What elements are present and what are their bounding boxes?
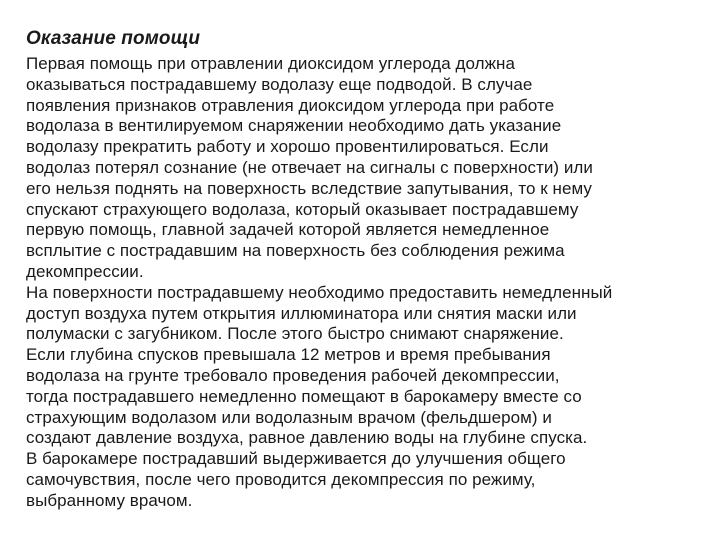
text-line: водолаза в вентилируемом снаряжении необходимо дать указание <box>26 116 562 136</box>
text-line: полумаски с загубником. После этого быстро снимают снаряжение. <box>26 324 564 344</box>
text-line: оказываться пострадавшему водолазу еще подводой. В случае <box>26 74 533 94</box>
text-line: страхующим водолазом или водолазным врачом (фельдшером) и <box>26 407 552 427</box>
text-line: В барокамере пострадавший выдерживается до улучшения общего <box>26 449 566 469</box>
text-line: всплытие с пострадавшим на поверхность без соблюдения режима <box>26 241 565 261</box>
slide-title: Оказание помощи <box>26 28 201 49</box>
text-line: водолаз потерял сознание (не отвечает на сигналы с поверхности) или <box>26 157 593 177</box>
text-line: появления признаков отравления диоксидом углерода при работе <box>26 95 555 115</box>
text-line: водолаза на грунте требовало проведения рабочей декомпрессии, <box>26 365 560 385</box>
text-line: тогда пострадавшего немедленно помещают в барокамеру вместе со <box>26 386 582 406</box>
text-line: создают давление воздуха, равное давлению воды на глубине спуска. <box>26 428 588 448</box>
text-line: выбранному врачом. <box>26 490 193 510</box>
text-line: водолазу прекратить работу и хорошо провентилироваться. Если <box>26 137 549 157</box>
text-line: Если глубина спусков превышала 12 метров и время пребывания <box>26 345 551 365</box>
text-line: доступ воздуха путем открытия иллюминатора или снятия маски или <box>26 303 577 323</box>
paragraph-surface-aid <box>26 283 694 512</box>
text-line: На поверхности пострадавшему необходимо предоставить немедленный <box>26 282 613 302</box>
slide-body <box>26 54 694 512</box>
text-line: Первая помощь при отравлении диоксидом углерода должна <box>26 54 515 73</box>
text-line: первую помощь, главной задачей которой является немедленное <box>26 220 550 240</box>
paragraph-first-aid <box>26 54 694 283</box>
text-line: его нельзя поднять на поверхность вследствие запутывания, то к нему <box>26 178 592 198</box>
text-line: спускают страхующего водолаза, который оказывает пострадавшему <box>26 199 579 219</box>
text-line: самочувствия, после чего проводится декомпрессия по режиму, <box>26 469 536 489</box>
text-line: декомпрессии. <box>26 261 144 281</box>
